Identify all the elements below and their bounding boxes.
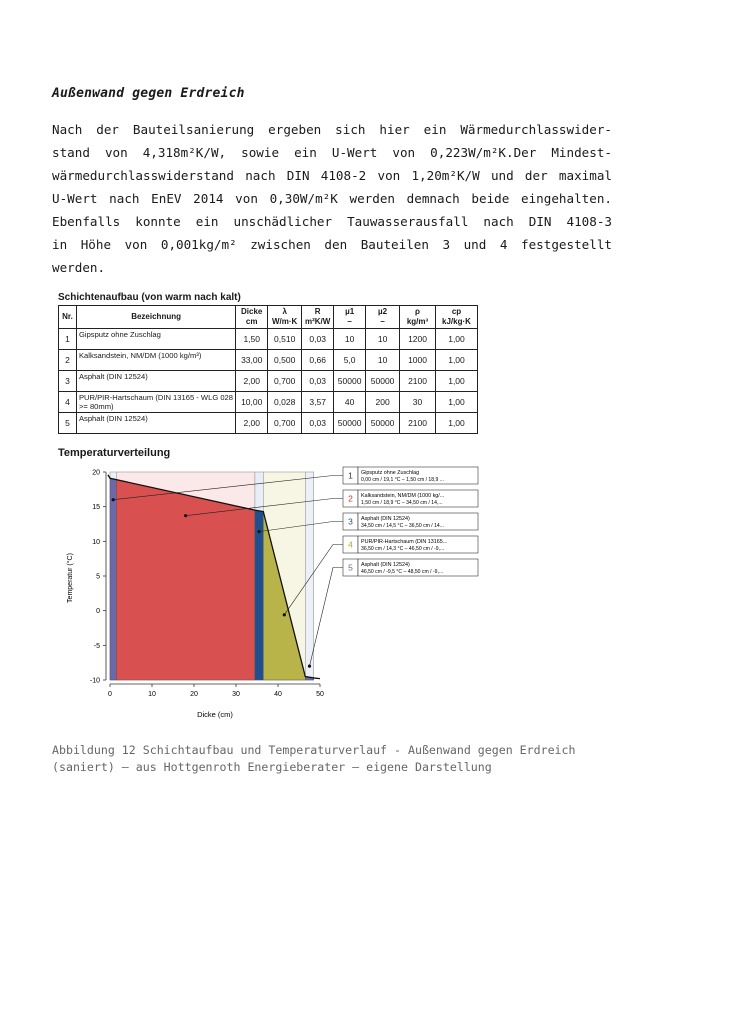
header-rho: ρ kg/m³	[400, 306, 436, 329]
legend-name: Kalksandstein, NM/DM (1000 kg/...	[361, 493, 445, 499]
cell-name: Asphalt (DIN 12524)	[76, 413, 235, 434]
cell-mu1: 50000	[334, 371, 366, 392]
cell-r: 0,03	[302, 413, 334, 434]
x-tick-label: 30	[232, 691, 240, 698]
paragraph-line: stand von 4,318m²K/W, sowie ein U-Wert von 0,223W/m²K.Der Mindest-	[52, 145, 612, 160]
y-tick-label: -5	[93, 642, 100, 650]
table-row	[59, 371, 478, 392]
cell-rho: 1000	[400, 350, 436, 371]
paragraph-line: werden.	[52, 260, 106, 275]
cell-rho: 1200	[400, 329, 436, 350]
legend-detail: 0,00 cm / 19,1 °C – 1,50 cm / 18,9 ...	[361, 477, 445, 483]
cell-mu1: 5,0	[334, 350, 366, 371]
cell-rho: 2100	[400, 413, 436, 434]
cell-name: Asphalt (DIN 12524)	[76, 371, 235, 392]
cell-nr: 4	[59, 392, 77, 413]
header-r: R m²K/W	[302, 306, 334, 329]
x-tick-label: 40	[274, 691, 282, 698]
cell-mu2: 200	[366, 392, 400, 413]
section-heading: Außenwand gegen Erdreich	[52, 86, 245, 101]
layer-area-3	[255, 510, 263, 680]
cell-mu1: 50000	[334, 413, 366, 434]
legend-detail: 36,50 cm / 14,3 °C – 46,50 cm / -9,...	[361, 546, 445, 552]
table-title: Schichtenaufbau (von warm nach kalt)	[58, 292, 241, 303]
legend-marker-5	[308, 665, 311, 668]
paragraph-line: U-Wert nach EnEV 2014 von 0,30W/m²K werden demnach beide eingehalten.	[52, 191, 612, 206]
header-cp: cp kJ/kg·K	[435, 306, 477, 329]
table-row	[59, 350, 478, 371]
figure-caption	[52, 742, 622, 776]
legend-marker-4	[283, 613, 286, 616]
paragraph-line: in Höhe von 0,001kg/m² zwischen den Bauteilen 3 und 4 festgestellt	[52, 237, 612, 252]
header-nr: Nr.	[59, 306, 77, 329]
cell-cp: 1,00	[435, 350, 477, 371]
cell-r: 0,66	[302, 350, 334, 371]
layer-area-1	[110, 478, 116, 680]
x-tick-label: 20	[190, 691, 198, 698]
cell-mu1: 10	[334, 329, 366, 350]
legend-detail: 46,50 cm / -9,5 °C – 48,50 cm / -9,...	[361, 569, 444, 575]
cell-cp: 1,00	[435, 413, 477, 434]
y-tick-label: -10	[89, 677, 100, 685]
paragraph-line: Nach der Bauteilsanierung ergeben sich hier ein Wärmedurchlasswider-	[52, 122, 612, 137]
legend-name: PUR/PIR-Hartschaum (DIN 13165...	[361, 539, 448, 545]
cell-lambda: 0,700	[268, 413, 302, 434]
y-tick-label: 20	[92, 469, 100, 477]
cell-lambda: 0,510	[268, 329, 302, 350]
legend-name: Asphalt (DIN 12524)	[361, 562, 410, 568]
cell-mu2: 10	[366, 329, 400, 350]
cell-name: Gipsputz ohne Zuschlag	[76, 329, 235, 350]
y-axis-label: Temperatur (°C)	[67, 553, 74, 603]
y-tick-label: 15	[92, 504, 100, 512]
cell-nr: 1	[59, 329, 77, 350]
temperature-chart	[58, 460, 483, 722]
cell-nr: 3	[59, 371, 77, 392]
cell-r: 0,03	[302, 329, 334, 350]
x-tick-label: 10	[148, 691, 156, 698]
legend-name: Gipsputz ohne Zuschlag	[361, 470, 420, 476]
legend-marker-3	[258, 530, 261, 533]
header-lambda: λ W/m·K	[268, 306, 302, 329]
cell-nr: 2	[59, 350, 77, 371]
y-tick-label: 5	[96, 573, 100, 581]
x-tick-label: 0	[108, 691, 112, 698]
cell-rho: 30	[400, 392, 436, 413]
paragraph-line: wärmedurchlasswiderstand nach DIN 4108-2 von 1,20m²K/W und der maximal	[52, 168, 612, 183]
cell-r: 3,57	[302, 392, 334, 413]
header-name: Bezeichnung	[76, 306, 235, 329]
cell-nr: 5	[59, 413, 77, 434]
y-tick-label: 10	[92, 538, 100, 546]
cell-cp: 1,00	[435, 329, 477, 350]
cell-lambda: 0,700	[268, 371, 302, 392]
chart-title: Temperaturverteilung	[58, 447, 171, 459]
cell-thickness: 2,00	[236, 413, 268, 434]
legend-detail: 34,50 cm / 14,5 °C – 36,50 cm / 14...	[361, 523, 445, 529]
cell-r: 0,03	[302, 371, 334, 392]
cell-thickness: 33,00	[236, 350, 268, 371]
cell-cp: 1,00	[435, 371, 477, 392]
cell-thickness: 2,00	[236, 371, 268, 392]
cell-lambda: 0,500	[268, 350, 302, 371]
header-mu2: µ2 –	[366, 306, 400, 329]
y-tick-label: 0	[96, 608, 100, 616]
cell-lambda: 0,028	[268, 392, 302, 413]
layer-band-5	[305, 472, 313, 680]
table-row	[59, 329, 478, 350]
legend-number: 1	[348, 470, 353, 481]
cell-mu2: 50000	[366, 413, 400, 434]
x-axis-label: Dicke (cm)	[197, 710, 233, 719]
legend-marker-2	[184, 514, 187, 517]
body-paragraph	[52, 118, 612, 279]
table-row	[59, 392, 478, 413]
paragraph-line: Ebenfalls konnte ein unschädlicher Tauwasserausfall nach DIN 4108-3	[52, 214, 612, 229]
caption-line: (saniert) – aus Hottgenroth Energieberater – eigene Darstellung	[52, 760, 492, 774]
legend-leader-5	[310, 568, 344, 667]
cell-mu2: 10	[366, 350, 400, 371]
header-mu1: µ1 –	[334, 306, 366, 329]
table-header-row	[59, 306, 478, 329]
cell-thickness: 10,00	[236, 392, 268, 413]
layer-area-2	[116, 480, 255, 680]
header-thickness: Dicke cm	[236, 306, 268, 329]
caption-line: Abbildung 12 Schichtaufbau und Temperaturverlauf - Außenwand gegen Erdreich	[52, 743, 576, 757]
legend-number: 4	[348, 539, 353, 550]
cell-rho: 2100	[400, 371, 436, 392]
legend-name: Asphalt (DIN 12524)	[361, 516, 410, 522]
layer-table	[58, 305, 478, 434]
cell-name: PUR/PIR-Hartschaum (DIN 13165 - WLG 028 >= 80mm)	[76, 392, 235, 413]
cell-cp: 1,00	[435, 392, 477, 413]
table-row	[59, 413, 478, 434]
legend-detail: 1,50 cm / 18,9 °C – 34,50 cm / 14,...	[361, 500, 443, 506]
legend-number: 2	[348, 493, 353, 504]
cell-thickness: 1,50	[236, 329, 268, 350]
legend-number: 5	[348, 562, 353, 573]
cell-name: Kalksandstein, NM/DM (1000 kg/m³)	[76, 350, 235, 371]
cell-mu1: 40	[334, 392, 366, 413]
legend-number: 3	[348, 516, 353, 527]
cell-mu2: 50000	[366, 371, 400, 392]
x-tick-label: 50	[316, 691, 324, 698]
legend-marker-1	[112, 498, 115, 501]
